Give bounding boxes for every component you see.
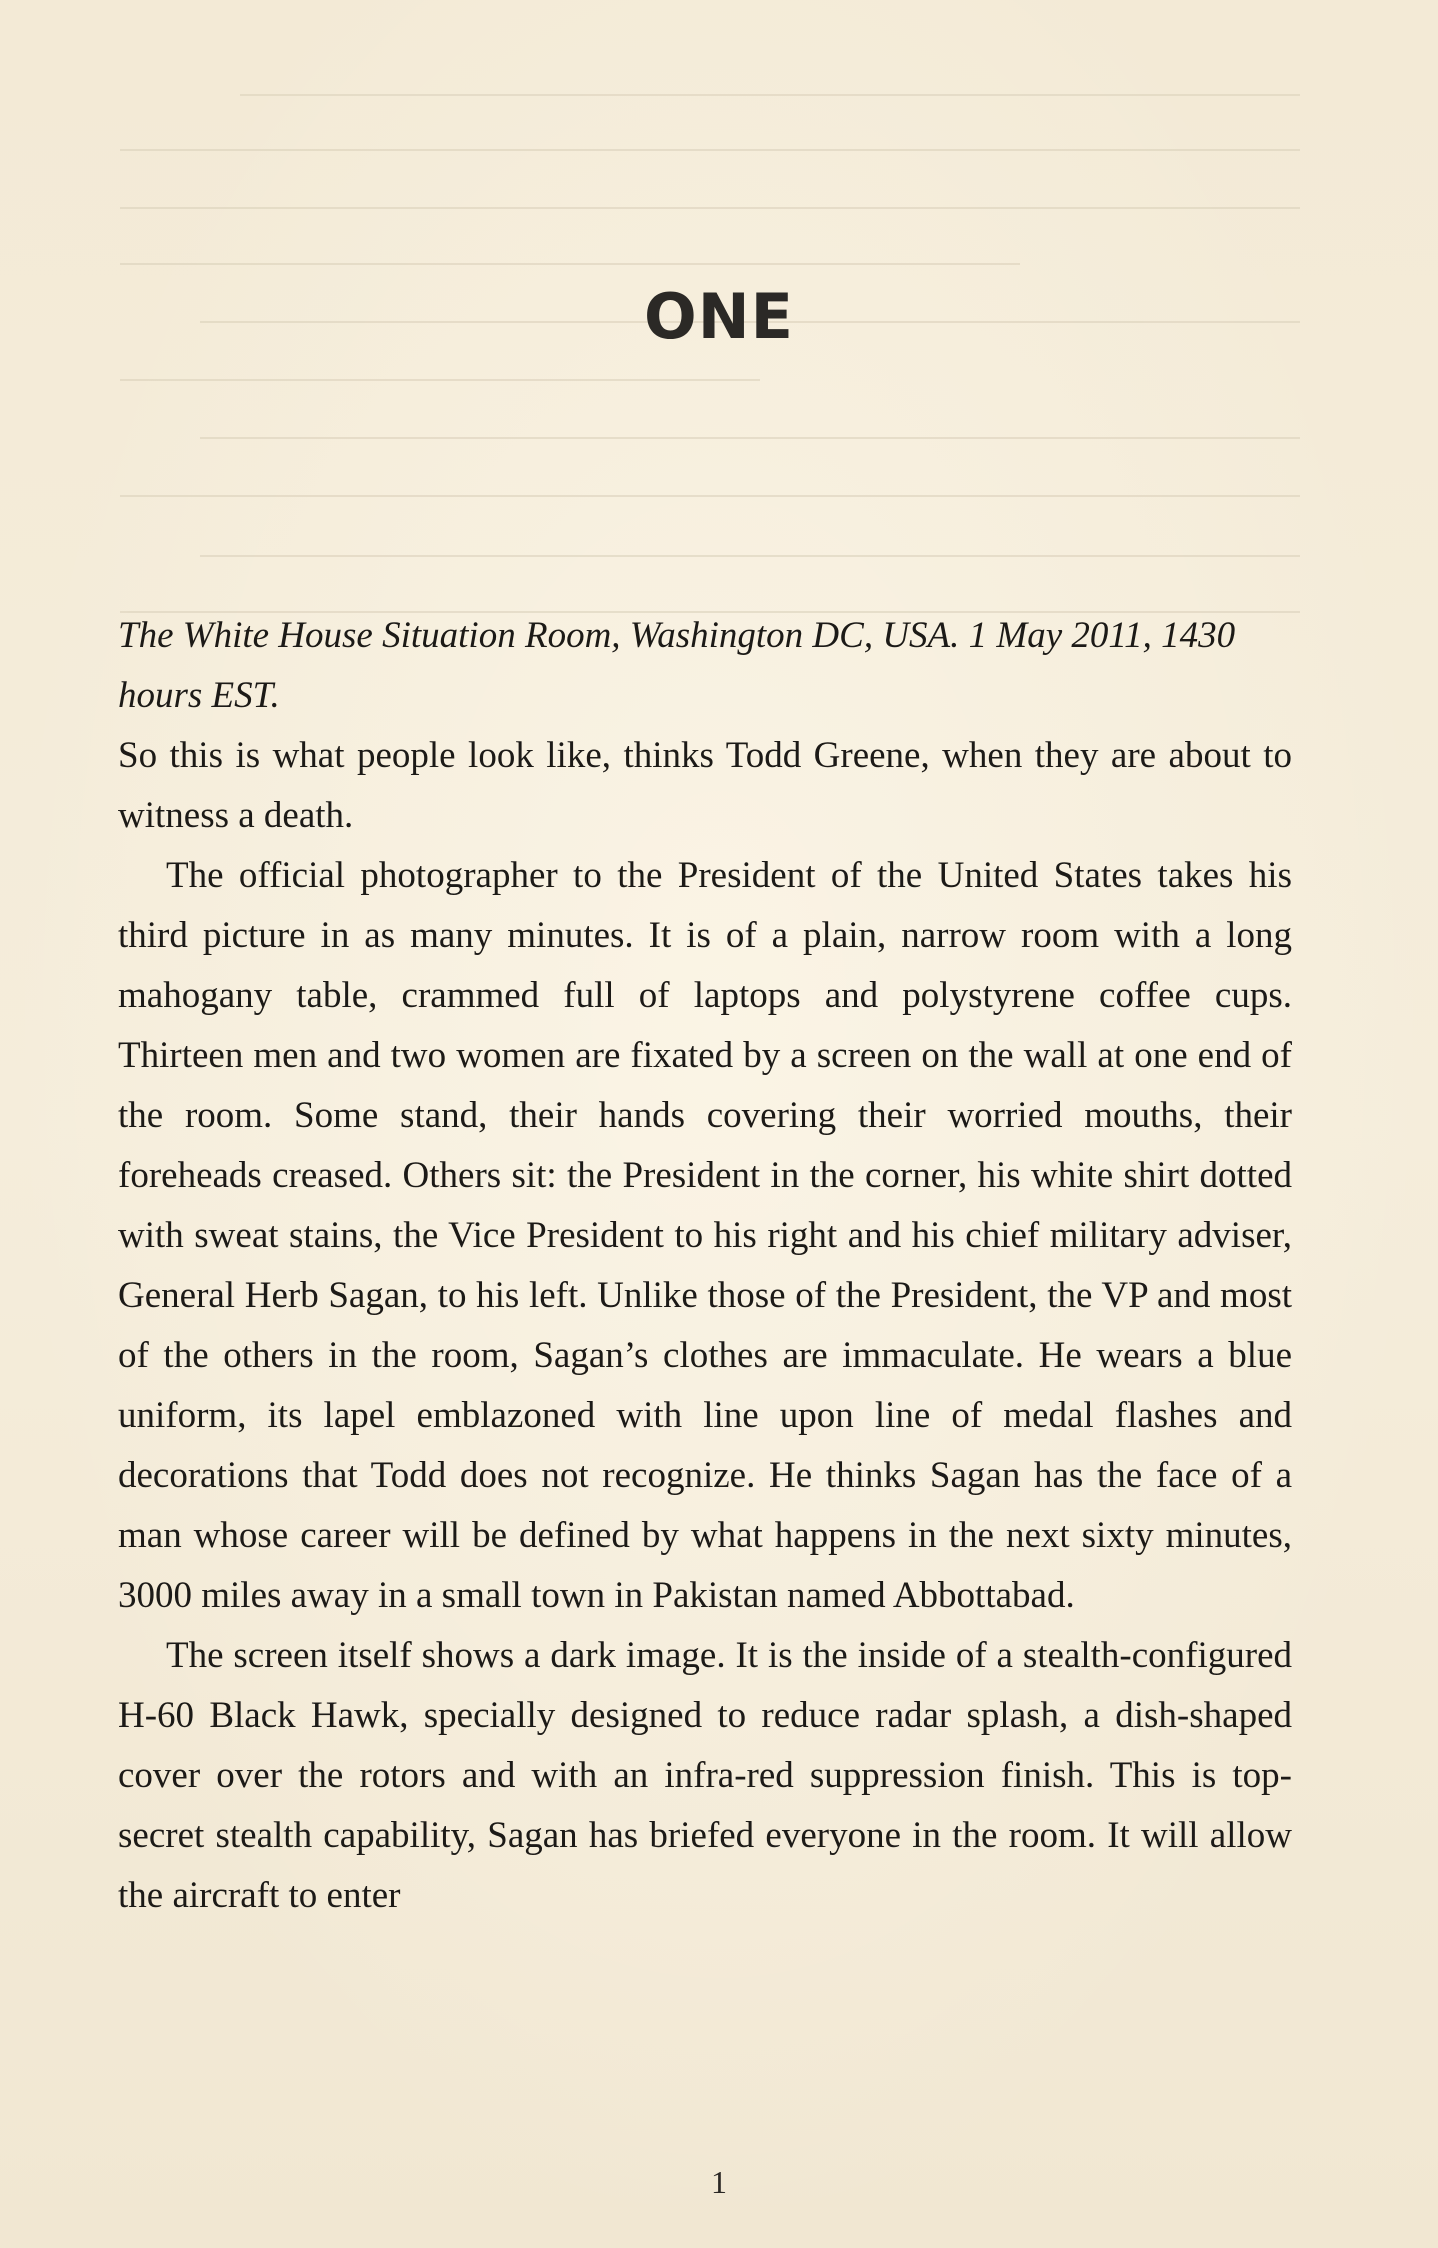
paragraph-3: The screen itself shows a dark image. It is the inside of a stealth-configured H-60 Black Hawk, specially designed to reduce radar splash, a dish-shaped cover over the rotors and with an infra-red suppression finish. This is top-secret stealth capability, Sagan has briefed everyone in the room. It will allow the aircraft to enter	[118, 1635, 1292, 1916]
chapter-title: ONE	[644, 280, 794, 353]
page-number: 1	[711, 2164, 727, 2200]
location-dateline: The White House Situation Room, Washington DC, USA. 1 May 2011, 1430 hours EST.	[118, 615, 1236, 716]
paragraph-1: So this is what people look like, thinks Todd Greene, when they are about to witness a death.	[118, 735, 1292, 836]
chapter-body	[118, 606, 1292, 1926]
paragraph-2: The official photographer to the President of the United States takes his third picture in as many minutes. It is of a plain, narrow room with a long mahogany table, crammed full of laptops and polystyrene coffee cups. Thirteen men and two women are fixated by a screen on the wall at one end of the room. Some stand, their hands covering their worried mouths, their foreheads creased. Others sit: the President in the corner, his white shirt dotted with sweat stains, the Vice President to his right and his chief military adviser, General Herb Sagan, to his left. Unlike those of the President, the VP and most of the others in the room, Sagan’s clothes are immaculate. He wears a blue uniform, its lapel emblazoned with line upon line of medal flashes and decorations that Todd does not recognize. He thinks Sagan has the face of a man whose career will be defined by what happens in the next sixty minutes, 3000 miles away in a small town in Pakistan named Abbottabad.	[118, 855, 1292, 1616]
